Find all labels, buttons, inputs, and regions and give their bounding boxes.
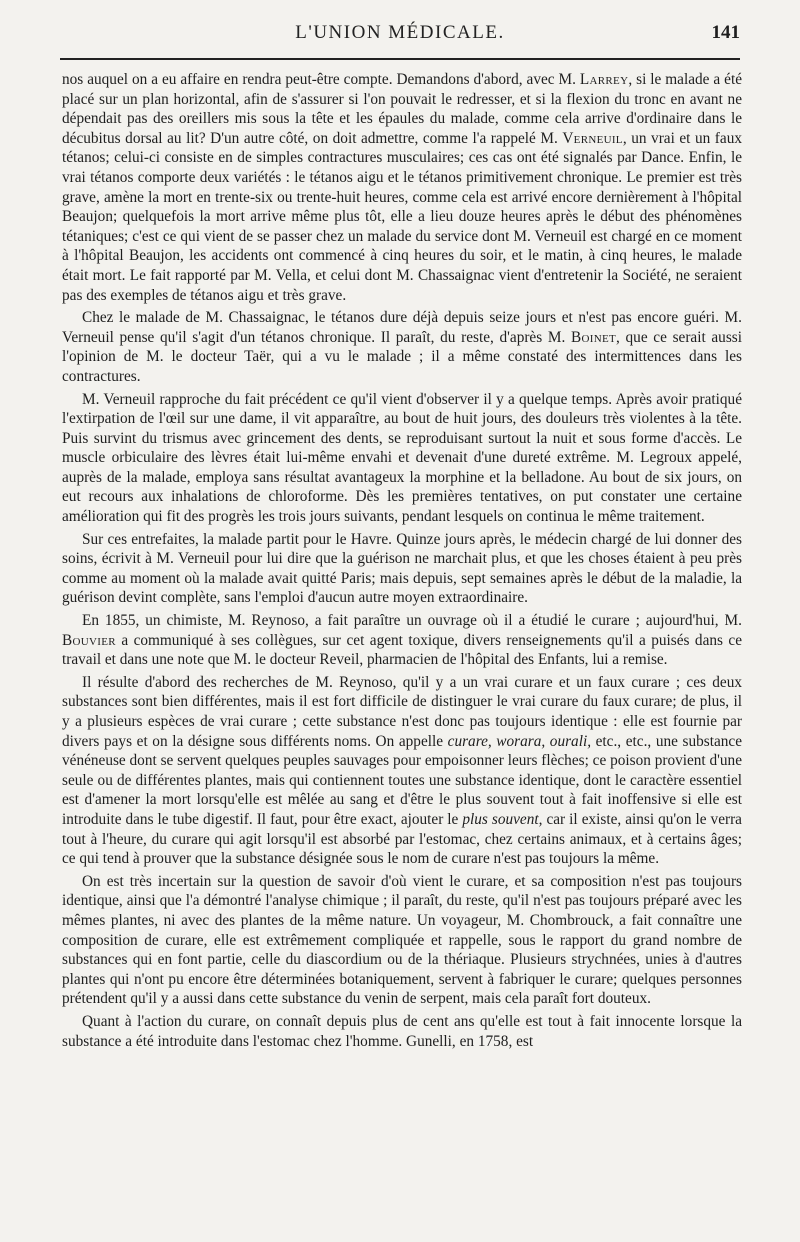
small-caps-name: Bouvier	[62, 631, 116, 649]
text-run: Sur ces entrefaites, la malade partit pour le Havre. Quinze jours après, le médecin chargé de lui donner des soins, écrivit à M. Verneuil pour lui dire que la guérison ne marchait plus, et que les choses étaient à peu près comme au moment où la malade avait quitté Paris; mais depuis, sept semaines après le début de la maladie, la guérison devint complète, sans l'emploi d'aucun autre moyen extraordinaire.	[62, 530, 742, 607]
text-run: Chez le malade de M. Chassaignac, le tétanos dure déjà depuis seize jours et n'est pas encore guéri. M. Verneuil pense qu'il s'agit d'un tétanos chronique. Il paraît, du reste, d'après M.	[62, 309, 742, 346]
text-run: , si le malade a été placé sur un plan horizontal, afin de s'assurer si l'on pouvait le redresser, et si la flexion du tronc en avant ne dépendait pas des oreillers mis sous la tête et les épaules du malade, comme cela arrive d'ordinaire dans le décubitus dorsal au lit? D'un autre côté, on doit admettre, comme l'a rappelé M.	[62, 71, 742, 147]
paragraph	[62, 673, 742, 869]
page-header	[60, 22, 740, 54]
text-run: etc., etc., une substance vénéneuse dont se servent quelques peuples sauvages pour empoisonner leurs flèches; ce poison provient d'une seule ou de différentes plantes, mais qui contiennent toutes une substance identique, dont le caractère essentiel est d'amener la mort lorsqu'elle est mêlée au sang et d'être le plus souvent tout à fait inoffensive si elle est introduite dans le tube digestif. Il faut, pour être exact, ajouter le	[62, 732, 742, 828]
text-run: , que ce serait aussi l'opinion de M. le docteur Taër, qui a vu le malade ; il a même constaté des intermittences dans les contractures.	[62, 328, 742, 385]
paragraph	[62, 70, 742, 305]
italic-text: plus souvent,	[462, 810, 543, 828]
text-run: Quant à l'action du curare, on connaît depuis plus de cent ans qu'elle est tout à fait innocente lorsque la substance a été introduite dans l'estomac chez l'homme. Gunelli, en 1758, est	[62, 1012, 742, 1050]
text-run: On est très incertain sur la question de savoir d'où vient le curare, et sa composition n'est pas toujours identique, ainsi que l'a démontré l'analyse chimique ; il paraît, du reste, qu'il n'est pas toujours préparé avec les mêmes plantes, ni avec des plantes de la même nature. Un voyageur, M. Chombrouck, a fait connaître une composition de curare, elle est extrêmement compliquée et rappelle, sous le rapport du grand nombre de substances qui en font partie, celle du diascordium ou de la thériaque. Plusieurs strychnées, unies à d'autres plantes qui n'ont pu encore être déterminées botaniquement, servent à fabriquer le curare; quelques personnes prétendent qu'il y a aussi dans cette substance du venin de serpent, mais cela paraît fort douteux.	[62, 872, 742, 1008]
text-run: car il existe, ainsi qu'on le verra tout à l'heure, du curare qui agit lorsqu'il est absorbé par l'estomac, chez certains animaux, et à certains âges; ce qui tend à prouver que la substance désignée sous le nom de curare n'est pas toujours la même.	[62, 810, 742, 868]
text-run: , un vrai et un faux tétanos; celui-ci consiste en de simples contractures musculaires; ces cas ont été signalés par Dance. Enfin, le vrai tétanos comporte deux variétés : le tétanos aigu et le tétanos primitivement chronique. Le premier est très grave, amène la mort en trente-six ou trente-huit heures, comme cela est arrivé encore dernièrement à l'hôpital Beaujon; quelquefois la mort arrive même plus tôt, elle a lieu douze heures après le début des phénomènes tétaniques; c'est ce qui vient de se passer chez un malade du service dont M. Verneuil est chargé en ce moment à l'hôpital Beaujon, les accidents ont commencé à cinq heures du soir, et le matin, à cinq heures, le malade était mort. Le fait rapporté par M. Vella, et celui dont M. Chassaignac vient d'entretenir la Société, ne seraient pas des exemples de tétanos aigu et très grave.	[62, 129, 742, 304]
paragraph	[62, 611, 742, 670]
italic-text: curare, worara, ourali,	[447, 732, 592, 750]
small-caps-name: Boinet	[571, 328, 616, 346]
text-run: nos auquel on a eu affaire en rendra peut-être compte. Demandons d'abord, avec M.	[62, 71, 580, 88]
small-caps-name: Verneuil	[562, 129, 623, 147]
text-run: a communiqué à ses collègues, sur cet agent toxique, divers renseignements qu'il a puisés dans ce travail et dans une note que M. le docteur Reveil, pharmacien de l'hôpital des Enfants, lui a remise.	[62, 631, 742, 669]
page-number: 141	[711, 22, 740, 43]
paragraph	[62, 308, 742, 386]
running-title: L'UNION MÉDICALE.	[295, 22, 505, 43]
text-run: En 1855, un chimiste, M. Reynoso, a fait paraître un ouvrage où il a étudié le curare ; aujourd'hui, M.	[82, 612, 742, 630]
text-run: Il résulte d'abord des recherches de M. Reynoso, qu'il y a un vrai curare et un faux curare ; ces deux substances sont bien différentes, mais il est fort difficile de distinguer le vrai curare du faux curare; de plus, il y a plusieurs espèces de vrai curare ; cette substance n'est donc pas toujours identique : elle est fournie par divers pays et on la désigne sous différents noms. On appelle	[62, 673, 742, 750]
paragraph	[62, 1012, 742, 1051]
body-text	[62, 70, 742, 1054]
text-run: M. Verneuil rapproche du fait précédent ce qu'il vient d'observer il y a quelque temps. Après avoir pratiqué l'extirpation de l'œil sur une dame, il vit apparaître, au bout de huit jours, des douleurs très violentes à la tête. Puis survint du trismus avec grincement des dents, se reproduisant surtout la nuit et sous forme d'accès. Le muscle orbiculaire des lèvres était lui-même envahi et devenait d'une dureté extrême. M. Legroux appelé, auprès de la malade, employa sans résultat avantageux la morphine et la belladone. Au bout de six jours, on eut recours aux inhalations de chloroforme. Dès les premières tentatives, on put constater une certaine amélioration qui fit des progrès les trois jours suivants, pendant lesquels on continua le même traitement.	[62, 390, 742, 526]
paragraph	[62, 390, 742, 527]
header-rule	[60, 58, 740, 60]
paragraph	[62, 530, 742, 608]
small-caps-name: Larrey	[579, 71, 629, 88]
paragraph	[62, 872, 742, 1009]
